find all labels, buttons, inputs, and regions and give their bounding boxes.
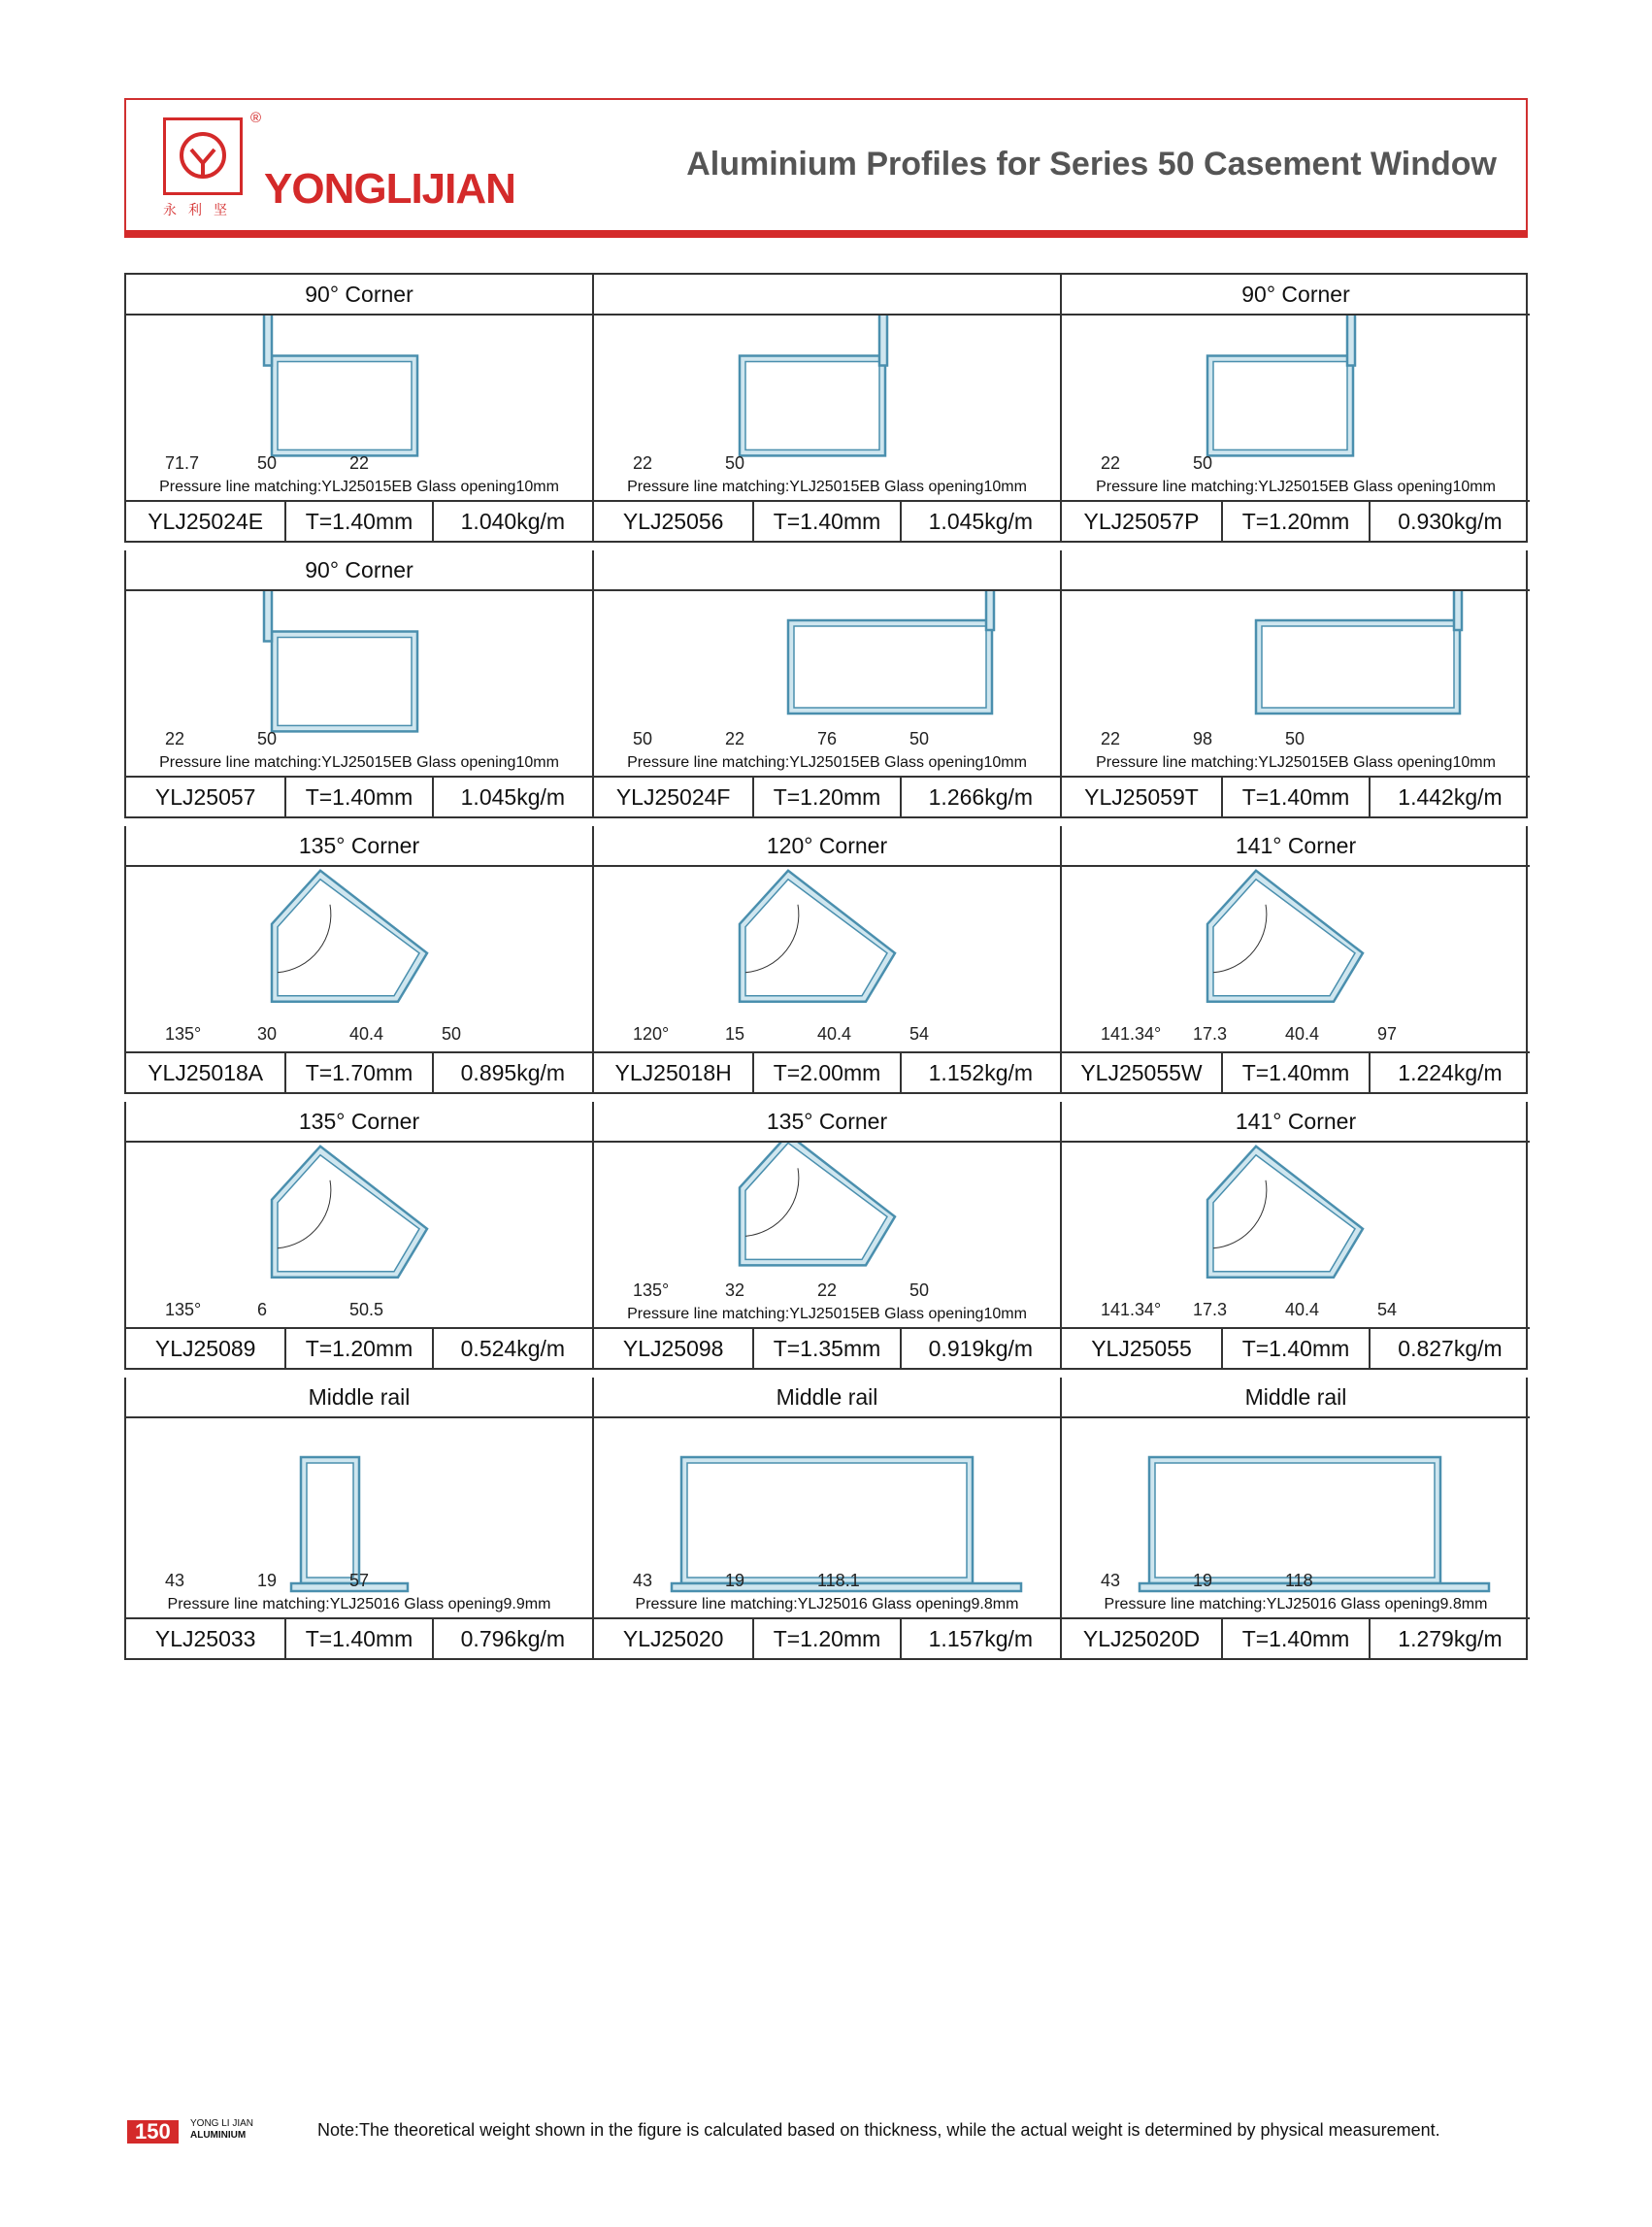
profile-drawing xyxy=(594,316,1060,500)
profile-drawing xyxy=(126,867,592,1051)
profile-thickness: T=1.40mm xyxy=(1223,1053,1371,1092)
profile-spec-row xyxy=(1062,776,1530,816)
profile-card xyxy=(126,275,594,541)
profile-title xyxy=(594,275,1060,316)
profile-code: YLJ25057P xyxy=(1062,502,1223,541)
profile-thickness: T=1.20mm xyxy=(754,778,901,816)
dimension-label: 135° xyxy=(165,1300,202,1319)
profile-code: YLJ25089 xyxy=(126,1329,286,1368)
profile-card xyxy=(126,826,594,1092)
profile-weight: 1.040kg/m xyxy=(460,509,566,534)
profile-thickness: T=1.40mm xyxy=(754,502,901,541)
profile-card xyxy=(594,275,1062,541)
profile-weight: 1.266kg/m xyxy=(928,784,1034,810)
profile-title: 90° Corner xyxy=(1062,275,1530,316)
dimension-label: 32 xyxy=(725,1280,745,1300)
profile-weight: 0.827kg/m xyxy=(1398,1336,1503,1361)
profile-spec-row xyxy=(1062,1051,1530,1092)
profile-thickness: T=1.40mm xyxy=(1223,1619,1371,1658)
profile-card xyxy=(594,1102,1062,1368)
profile-thickness: T=1.35mm xyxy=(754,1329,901,1368)
dimension-label: 17.3 xyxy=(1193,1300,1228,1319)
brand-name: YONGLIJIAN xyxy=(264,165,515,213)
profile-code: YLJ25020D xyxy=(1062,1619,1223,1658)
profile-weight: 0.524kg/m xyxy=(460,1336,566,1361)
dimension-label: 118.1 xyxy=(817,1571,860,1590)
profile-spec-row xyxy=(126,500,592,541)
profile-code: YLJ25033 xyxy=(126,1619,286,1658)
dimension-label: 22 xyxy=(1101,729,1121,748)
profile-card xyxy=(1062,275,1530,541)
dimension-label: 40.4 xyxy=(349,1024,384,1044)
profile-weight: 0.919kg/m xyxy=(928,1336,1034,1361)
profile-code: YLJ25018H xyxy=(594,1053,754,1092)
dimension-label: 50 xyxy=(909,1280,930,1300)
dimension-label: 22 xyxy=(817,1280,838,1300)
profile-code: YLJ25024F xyxy=(594,778,754,816)
logo-emblem-icon xyxy=(163,117,243,195)
dimension-label: 6 xyxy=(257,1300,268,1319)
profile-drawing xyxy=(594,867,1060,1051)
profile-drawing xyxy=(1062,1143,1530,1327)
profile-row xyxy=(124,1102,1528,1370)
dimension-label: 50 xyxy=(257,453,278,473)
dimension-label: 50 xyxy=(1193,453,1213,473)
dimension-label: 50 xyxy=(725,453,745,473)
dimension-label: 54 xyxy=(1377,1300,1398,1319)
pressure-line-note: Pressure line matching:YLJ25015EB Glass opening10mm xyxy=(159,754,559,771)
profile-weight: 1.152kg/m xyxy=(928,1060,1034,1085)
dimension-label: 40.4 xyxy=(1285,1024,1320,1044)
profile-row xyxy=(124,550,1528,818)
dimension-label: 22 xyxy=(349,453,370,473)
dimension-label: 30 xyxy=(257,1024,278,1044)
dimension-label: 50 xyxy=(257,729,278,748)
dimension-label: 19 xyxy=(257,1571,278,1590)
dimension-label: 43 xyxy=(165,1571,185,1590)
dimension-label: 141.34° xyxy=(1101,1024,1162,1044)
profile-code: YLJ25020 xyxy=(594,1619,754,1658)
dimension-label: 120° xyxy=(633,1024,670,1044)
profile-title: 120° Corner xyxy=(594,826,1060,867)
pressure-line-note: Pressure line matching:YLJ25015EB Glass opening10mm xyxy=(627,1306,1027,1322)
profile-thickness: T=1.20mm xyxy=(754,1619,901,1658)
dimension-label: 98 xyxy=(1193,729,1213,748)
dimension-label: 50 xyxy=(633,729,653,748)
profile-thickness: T=1.40mm xyxy=(286,502,433,541)
profile-title: 135° Corner xyxy=(126,826,592,867)
dimension-label: 43 xyxy=(1101,1571,1121,1590)
profile-title: 90° Corner xyxy=(126,550,592,591)
profile-weight: 1.279kg/m xyxy=(1398,1626,1503,1651)
profile-card xyxy=(594,550,1062,816)
pressure-line-note: Pressure line matching:YLJ25015EB Glass opening10mm xyxy=(627,479,1027,495)
footer-brand-line2: ALUMINIUM xyxy=(190,2130,247,2141)
profile-drawing xyxy=(1062,316,1530,500)
profile-code: YLJ25056 xyxy=(594,502,754,541)
profile-spec-row xyxy=(1062,500,1530,541)
dimension-label: 135° xyxy=(165,1024,202,1044)
dimension-label: 40.4 xyxy=(817,1024,852,1044)
profile-drawing xyxy=(126,1143,592,1327)
pressure-line-note: Pressure line matching:YLJ25016 Glass opening9.8mm xyxy=(1104,1596,1488,1612)
profile-drawing xyxy=(1062,1418,1530,1617)
profile-spec-row xyxy=(126,776,592,816)
dimension-label: 50 xyxy=(909,729,930,748)
profile-code: YLJ25018A xyxy=(126,1053,286,1092)
profile-title: Middle rail xyxy=(594,1378,1060,1418)
profile-drawing xyxy=(1062,867,1530,1051)
profile-drawing xyxy=(1062,591,1530,776)
dimension-label: 19 xyxy=(1193,1571,1213,1590)
dimension-label: 19 xyxy=(725,1571,745,1590)
profile-spec-row xyxy=(1062,1617,1530,1658)
profile-spec-row xyxy=(594,1051,1060,1092)
profile-row xyxy=(124,273,1528,543)
profile-title xyxy=(1062,550,1530,591)
page-title: Aluminium Profiles for Series 50 Casement Window xyxy=(686,146,1497,183)
dimension-label: 135° xyxy=(633,1280,670,1300)
dimension-label: 22 xyxy=(1101,453,1121,473)
dimension-label: 40.4 xyxy=(1285,1300,1320,1319)
dimension-label: 118 xyxy=(1285,1571,1313,1590)
profile-thickness: T=1.20mm xyxy=(1223,502,1371,541)
profile-spec-row xyxy=(1062,1327,1530,1368)
profile-weight: 1.045kg/m xyxy=(460,784,566,810)
profile-thickness: T=1.40mm xyxy=(1223,778,1371,816)
profile-card xyxy=(126,1378,594,1658)
profile-spec-row xyxy=(594,1617,1060,1658)
profile-card xyxy=(1062,1378,1530,1658)
profile-row xyxy=(124,1378,1528,1660)
profile-drawing xyxy=(594,1418,1060,1617)
profile-drawing xyxy=(594,591,1060,776)
profile-weight: 0.895kg/m xyxy=(460,1060,566,1085)
dimension-label: 22 xyxy=(725,729,745,748)
profile-code: YLJ25059T xyxy=(1062,778,1223,816)
dimension-label: 71.7 xyxy=(165,453,200,473)
dimension-label: 50.5 xyxy=(349,1300,384,1319)
profile-code: YLJ25055W xyxy=(1062,1053,1223,1092)
header-bar xyxy=(124,230,1528,238)
profile-row xyxy=(124,826,1528,1094)
profile-title: Middle rail xyxy=(1062,1378,1530,1418)
profile-thickness: T=1.70mm xyxy=(286,1053,433,1092)
profile-spec-row xyxy=(126,1327,592,1368)
profile-weight: 0.930kg/m xyxy=(1398,509,1503,534)
dimension-label: 50 xyxy=(442,1024,462,1044)
dimension-label: 97 xyxy=(1377,1024,1398,1044)
dimension-label: 43 xyxy=(633,1571,653,1590)
dimension-label: 17.3 xyxy=(1193,1024,1228,1044)
profile-title: 141° Corner xyxy=(1062,826,1530,867)
profile-card xyxy=(1062,826,1530,1092)
dimension-label: 22 xyxy=(165,729,185,748)
dimension-label: 76 xyxy=(817,729,838,748)
footer-note: Note:The theoretical weight shown in the figure is calculated based on thickness, while the actual weight is determined by physical measurement. xyxy=(317,2120,1440,2140)
profile-spec-row xyxy=(594,500,1060,541)
profile-spec-row xyxy=(594,776,1060,816)
profile-title: 141° Corner xyxy=(1062,1102,1530,1143)
profile-spec-row xyxy=(594,1327,1060,1368)
profile-title: 135° Corner xyxy=(594,1102,1060,1143)
profile-card xyxy=(126,550,594,816)
profile-card xyxy=(594,826,1062,1092)
profile-thickness: T=1.20mm xyxy=(286,1329,433,1368)
profile-title: 135° Corner xyxy=(126,1102,592,1143)
profile-card xyxy=(1062,550,1530,816)
pressure-line-note: Pressure line matching:YLJ25015EB Glass opening10mm xyxy=(1096,754,1496,771)
pressure-line-note: Pressure line matching:YLJ25015EB Glass opening10mm xyxy=(627,754,1027,771)
profile-drawing xyxy=(126,591,592,776)
profile-title: Middle rail xyxy=(126,1378,592,1418)
profile-drawing xyxy=(126,316,592,500)
profile-spec-row xyxy=(126,1617,592,1658)
profile-card xyxy=(594,1378,1062,1658)
profile-code: YLJ25057 xyxy=(126,778,286,816)
profile-weight: 1.224kg/m xyxy=(1398,1060,1503,1085)
profile-spec-row xyxy=(126,1051,592,1092)
dimension-label: 22 xyxy=(633,453,653,473)
profile-weight: 1.045kg/m xyxy=(928,509,1034,534)
dimension-label: 141.34° xyxy=(1101,1300,1162,1319)
profile-grid xyxy=(124,273,1528,1660)
profile-drawing xyxy=(126,1418,592,1617)
profile-card xyxy=(1062,1102,1530,1368)
pressure-line-note: Pressure line matching:YLJ25016 Glass opening9.8mm xyxy=(635,1596,1019,1612)
profile-drawing xyxy=(594,1143,1060,1327)
pressure-line-note: Pressure line matching:YLJ25015EB Glass opening10mm xyxy=(159,479,559,495)
profile-code: YLJ25024E xyxy=(126,502,286,541)
profile-weight: 1.442kg/m xyxy=(1398,784,1503,810)
profile-weight: 1.157kg/m xyxy=(928,1626,1034,1651)
dimension-label: 54 xyxy=(909,1024,930,1044)
profile-title xyxy=(594,550,1060,591)
profile-weight: 0.796kg/m xyxy=(460,1626,566,1651)
profile-card xyxy=(126,1102,594,1368)
pressure-line-note: Pressure line matching:YLJ25015EB Glass opening10mm xyxy=(1096,479,1496,495)
profile-thickness: T=1.40mm xyxy=(286,778,433,816)
registered-mark: ® xyxy=(250,110,262,126)
profile-thickness: T=1.40mm xyxy=(1223,1329,1371,1368)
profile-thickness: T=1.40mm xyxy=(286,1619,433,1658)
profile-thickness: T=2.00mm xyxy=(754,1053,901,1092)
page-number: 150 xyxy=(127,2120,179,2144)
dimension-label: 15 xyxy=(725,1024,745,1044)
pressure-line-note: Pressure line matching:YLJ25016 Glass opening9.9mm xyxy=(167,1596,551,1612)
brand-name-cn: 永利坚 xyxy=(163,202,239,217)
dimension-label: 50 xyxy=(1285,729,1305,748)
profile-code: YLJ25055 xyxy=(1062,1329,1223,1368)
profile-title: 90° Corner xyxy=(126,275,592,316)
profile-code: YLJ25098 xyxy=(594,1329,754,1368)
footer-brand xyxy=(190,2118,253,2142)
dimension-label: 57 xyxy=(349,1571,370,1590)
footer-brand-line1: YONG LI JIAN xyxy=(190,2118,254,2129)
